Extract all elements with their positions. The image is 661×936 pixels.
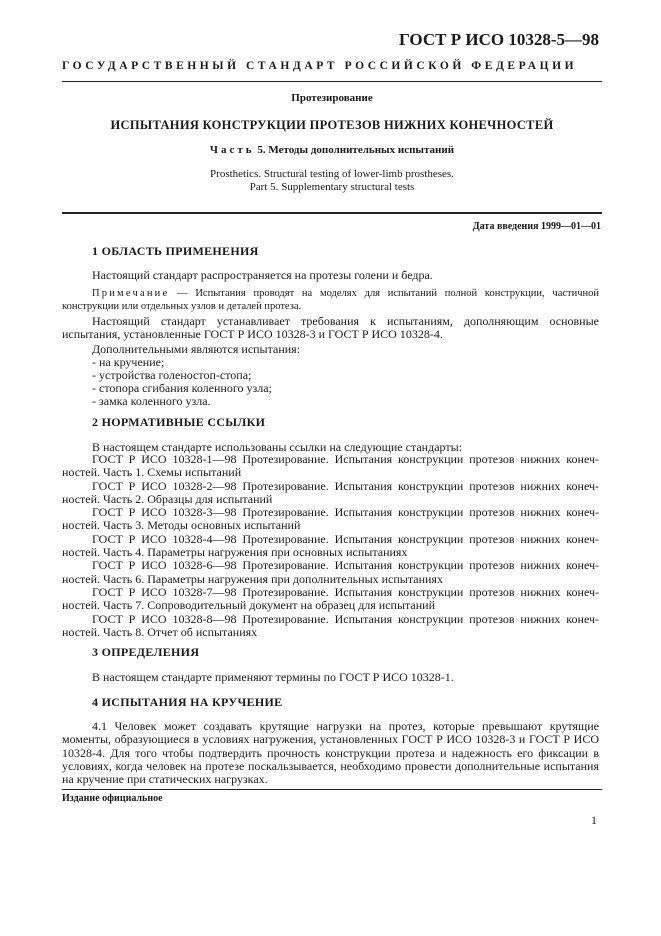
part-rest: 5. Методы дополнительных испытаний: [257, 144, 455, 156]
part-title: [62, 144, 602, 156]
main-title: ИСПЫТАНИЯ КОНСТРУКЦИИ ПРОТЕЗОВ НИЖНИХ КОНЕЧНОСТЕЙ: [110, 118, 554, 132]
list-item: - на кручение;: [92, 355, 165, 369]
list-item: - устройства голеностоп-стопа;: [92, 368, 252, 382]
title-rule: [62, 212, 602, 214]
reference-item: ГОСТ Р ИСО 10328-8—98 Протезирование. Испытания конструкции протезов нижних конеч- ностей. Часть 8. Отчет об испытаниях: [62, 611, 599, 639]
section4-heading: 4 ИСПЫТАНИЯ НА КРУЧЕНИЕ: [92, 695, 283, 709]
section1-para2: Настоящий стандарт устанавливает требования к испытаниям, дополняющим основные испытания, установленные ГОСТ Р ИСО 10328-3 и ГОСТ Р ИСО 10328-4.: [62, 314, 599, 342]
section3-heading: 3 ОПРЕДЕЛЕНИЯ: [92, 645, 200, 659]
state-standard-banner: ГОСУДАРСТВЕННЫЙ СТАНДАРТ РОССИЙСКОЙ ФЕДЕРАЦИИ: [62, 60, 578, 72]
group-title: Протезирование: [291, 92, 373, 104]
section2-heading: 2 НОРМАТИВНЫЕ ССЫЛКИ: [92, 415, 266, 429]
intro-date: Дата введения 1999—01—01: [472, 221, 601, 232]
section1-note: [62, 287, 599, 313]
footer-rule: [62, 789, 602, 790]
part-label: Часть: [209, 144, 255, 156]
header-rule: [62, 81, 602, 82]
reference-list: [62, 453, 599, 639]
page-number: 1: [591, 813, 597, 827]
english-title-line2: Part 5. Supplementary structural tests: [249, 181, 415, 193]
reference-item: ГОСТ Р ИСО 10328-4—98 Протезирование. Испытания конструкции протезов нижних конеч- ностей. Часть 4. Параметры нагружения при основных испытаниях: [62, 531, 599, 560]
reference-item: ГОСТ Р ИСО 10328-3—98 Протезирование. Испытания конструкции протезов нижних конеч- ностей. Часть 3. Методы основных испытаний: [62, 505, 599, 533]
list-item: - стопора сгибания коленного узла;: [92, 381, 272, 395]
english-title-line1: Prosthetics. Structural testing of lower-limb prostheses.: [210, 168, 454, 180]
reference-item: ГОСТ Р ИСО 10328-7—98 Протезирование. Испытания конструкции протезов нижних конеч- ностей. Часть 7. Сопроводительный документ на образец для испытаний: [62, 584, 599, 613]
reference-item: ГОСТ Р ИСО 10328-2—98 Протезирование. Испытания конструкции протезов нижних конеч- ностей. Часть 2. Образцы для испытаний: [62, 478, 599, 506]
note-label: Примечание: [92, 288, 170, 299]
document-code: ГОСТ Р ИСО 10328-5—98: [399, 30, 599, 49]
section1-para3: Дополнительными являются испытания:: [92, 342, 301, 356]
section2-intro: В настоящем стандарте использованы ссылки на следующие стандарты:: [92, 440, 463, 454]
reference-item: ГОСТ Р ИСО 10328-1—98 Протезирование. Испытания конструкции протезов нижних конеч- ностей. Часть 1. Схемы испытаний: [62, 452, 599, 480]
reference-item: ГОСТ Р ИСО 10328-6—98 Протезирование. Испытания конструкции протезов нижних конеч- ностей. Часть 6. Параметры нагружения при дополнительных испытаниях: [62, 558, 599, 586]
edition-label: Издание официальное: [62, 793, 163, 804]
note-text: — Испытания проводят на моделях для испытаний полной конструкции, частичной конструкции или отдельных узлов и деталей протеза.: [62, 288, 599, 312]
section3-text: В настоящем стандарте применяют термины по ГОСТ Р ИСО 10328-1.: [92, 670, 454, 684]
section1-heading: 1 ОБЛАСТЬ ПРИМЕНЕНИЯ: [92, 244, 259, 258]
section4-text: 4.1 Человек может создавать крутящие нагрузки на протез, которые превышают крутящие моменты, образующиеся в условиях нагружения, установленных ГОСТ Р ИСО 10328-3 и ГОСТ Р ИСО 10328-4. Для того чтобы подтвердить прочность конструкции протеза и надежность его фиксации в условиях, когда человек на протезе поскальзывается, необходимо провести дополнительные испытания на кручение при статических нагрузках.: [62, 719, 599, 787]
list-item: - замка коленного узла.: [92, 394, 211, 408]
section1-para1: Настоящий стандарт распространяется на протезы голени и бедра.: [92, 268, 433, 282]
